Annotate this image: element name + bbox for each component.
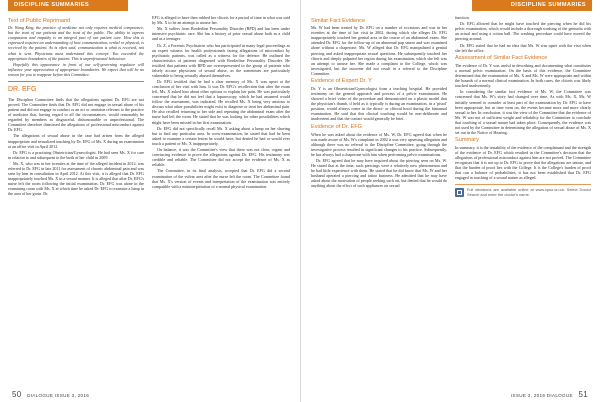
body-paragraph: The evidence of Dr. Y was useful in describing and documenting what constitutes a normal pelvic examination. On the basis of this evidence, the Committee determined that the examination of Ms. X and Ms. W were appropriate and within the bounds of a normal clinical examination. In both cases, the clitoris was likely touched inadvertently. (455, 62, 591, 89)
left-column-1 (8, 15, 144, 198)
right-column-1 (311, 15, 447, 190)
body-paragraph: Ms. X suffers from Borderline Personality Disorder (BPD) and has been under intensive psychiatric care. She has a history of prior sexual abuse both as a child and as a teenager. (152, 26, 290, 42)
left-footer-text: DIALOGUE ISSUE 3, 2016 (27, 393, 90, 398)
reprimand-paragraph-2: Hopefully this appearance in front of our self-governing regulator will influence your appreciation of appropriate boundaries. We expect that will be no reason for you to reappear before this Committee. (8, 61, 144, 77)
body-paragraph: On balance, it was the Committee's view that there was not clear, cogent and convincing evidence to prove the allegations against Dr. EFG. His testimony was credible and reliable. The Committee did not accept the evidence of Ms. X as reliable. (152, 147, 290, 168)
left-column-2-body (152, 15, 290, 189)
left-column-2 (152, 15, 290, 190)
body-paragraph: Dr. Z, a Forensic Psychiatrist who has participated in many legal proceedings as an expert witness for health professionals facing allegations of misconduct by psychiatric patients, was called as a witness for the defence. He outlined the characteristics of patients diagnosed with Borderline Personality Disorder. He testified that patients with BPD are overrepresented in the group of patients who falsely accuse physicians of sexual abuse, as the sometimes are particularly vulnerable to being sexually abused themselves. (152, 42, 290, 78)
body-paragraph: Ms. X, who was in her twenties at the time of the alleged incident in 2012, was referred to Dr. EFG in late 2011 for assessment of chronic abdominal pain and was seen by him in consultation in April 2012. At this visit, it is alleged that Dr. EFG inappropriately touched Ms. X in a sexual manner. It is alleged that after Dr. EFG's nurse left the room following the initial examination, Dr. EFG was alone in the examining room with Ms. X at which time he asked Dr. EFG to examine a lump in the area of her groin. Dr. (8, 161, 144, 197)
body-paragraph: Dr. EFG testified that he had a clear memory of Ms. X was upset at the conclusion of her visit with him. It was Dr. EFG's recollection that after the exam left, Ms. X asked him about other options to explain her pain. He was particularly concerned that he did not feel that a laparoscopy, which he had assumed would follow the assessment, was indicated. He recalled Ms. X being very anxious to discuss what other possibilities might exist to diagnose or treat her abdominal pain. He also recalled returning to her side and repeating the abdominal exam after the nurse had left the room. He stated that he was looking for other possibilities which might have been missed in her first examination. (152, 79, 290, 125)
body-paragraph: Dr. EFG did not specifically recall Ms. X asking about a lump on her shaving but to find any particular area. In cross-examination, he stated that had he been asked to examine a certain lesion he would have, but denied he had or would ever touch a patient or Ms. X inappropriately. (152, 125, 290, 146)
body-paragraph: Ms. W had been treated by Dr. EFG on a number of occasions and was in her twenties at the time of her visit in 2002, during which she alleges Dr. EFG inappropriately touched her genital area in the course of an abdominal exam. She attended Dr. EFG for the follow-up of an abnormal pap smear and was examined alone without a chaperone. Ms. W alleged that Dr. EFG manipulated a genital piercing and asked inappropriate sexual questions. He subsequently touched her clitoris and deeply palpated her region during his examination, which she felt was an attempt to arouse her. She made a complaint to the College, which was investigated, but the outcome did not result in a referral to the Discipline Committee. (311, 25, 447, 76)
right-column-2-body (455, 55, 591, 180)
body-paragraph: When he was asked about the evidence of Ms. W, Dr. EFG agreed that when he was made aware of Ms. W's complaint in 2002 it was very upsetting allegation and although there was no referral to the Discipline Committee, going through the investigative process resulted in significant changes to his practice. Subsequently, he has always had a chaperone with him when performing pelvic examinations. (311, 131, 447, 157)
body-paragraph: The Discipline Committee finds that the allegations against Dr. EFG are not proved. The Committee finds that Dr. EFG did not engage in sexual abuse of his patient and did not engage in conduct or an act or omission relevant to the practice of medicine that, having regard to all the circumstances, would reasonably be regarded by members as disgraceful, dishonourable or unprofessional. The Committee therefore dismissed the allegations of professional misconduct against Dr. EFG. (8, 96, 144, 133)
left-page-number: 50 (12, 390, 22, 399)
body-paragraph: EFG is alleged to have then rubbed her clitoris for a period of time in what was said by Ms. X to be an attempt to arouse her. (152, 15, 290, 26)
body-paragraph: In summary, it is the testability of the evidence of the complainant and the strength of the evidence of Dr. EFG which resulted in the Committee's decision that the allegations of professional misconduct against him are not proved. The Committee recognises that it is not up to Dr. EFG to prove that the allegations are untrue, and that the burden of proof lies with the College. It is the College's burden of proof that can a balance of probabilities, it has not been established that Dr. EFG engaged in touching of a sexual nature as alleged. (455, 145, 591, 181)
right-page-number: 51 (578, 390, 588, 399)
body-paragraph: Dr. EFG allowed that he might have touched the piercing when he did his pelvic examination, which would include a thorough washing of the genitalia with an actual and using a cotton ball. The washing procedure could have moved the piercing around. (455, 21, 591, 42)
right-column-1-body (311, 18, 447, 189)
doctor-section-heading: DR. EFG (8, 85, 37, 93)
body-paragraph: Dr. EFG is a practising Obstetrician/Gynecologist. He had seen Ms. X for care in relation to and subsequent to the birth of her child in 2009. (8, 149, 144, 160)
section-divider (8, 81, 144, 82)
text-of-reprimand-heading: Text of Public Reprimand (8, 17, 71, 24)
body-paragraph: Dr. Y is an Obstetrician/Gynecologist from a teaching hospital. He provided testimony on the general approach and process of a pelvic examination. He showed a brief video of the procedure and demonstrated on a plastic model that the physician's thumb, if held as it typically is during an examination, in a 'pistol' position, would always come in the direct- or clitoral hood during the bimanual examination. He said that this clinical touching would be non-deliberate and inadvertent and that the contact would generally be brief. (311, 86, 447, 122)
right-footer-text: ISSUE 3, 2016 DIALOGUE (510, 393, 573, 398)
left-column-1-body (8, 97, 144, 196)
right-footer (511, 390, 592, 399)
body-paragraph: The allegations of sexual abuse in the case had arisen from the alleged inappropriate and sexualized touching by Dr. EFG of Ms. X during an examination at an office visit in April 2012. (8, 133, 144, 149)
full-decisions-link[interactable]: Full decisions are available online at www.cpso.on.ca. Select Doctor Search and enter the doctor's name. (467, 187, 591, 198)
body-paragraph: function. (455, 15, 470, 20)
body-paragraph: In considering the similar fact evidence of Ms. W, the Committee was concerned that Ms. W's story had changed over time. As with Ms. X, Ms. W initially seemed to consider at least part of the examination by Dr. EFG to have been appropriate, but as time went on, the events became more and more clearly sexual to her. In conclusion, it was the view of the Committee that the evidence of Ms. W was not of sufficient weight and reliability for the Committee to conclude that touching of a sexual nature had taken place. Consequently, the evidence was not used by the Committee in determining the allegation of sexual abuse of Ms. X set out in the Notice of Hearing. (455, 89, 591, 135)
section-header-band: DISCIPLINE SUMMARIES (8, 0, 128, 11)
subsection-heading: Assessment of Similar Fact Evidence (455, 55, 548, 62)
reprimand-paragraph: Dr. Wang King, the practice of medicine not only requires medical competence, but the trust of our patients and the trust of the public. The ability to express compassion and empathy is an integral part of our patient care. How this is expressed requires an understanding of how communication, verbal or physical, is received by the patient. As is often said, communication is what is received, not what is sent. Physicians must understand this concept. You exceeded the appropriate boundaries of the patient. This is unprofessional behaviour. (8, 25, 144, 61)
body-paragraph: Dr. EFG agreed that he may have inquired about the piercing seen on Ms. W. He stated that at the time, such piercings were a relatively new phenomenon and he had little experience with them. He stated that he did know that Ms. W and her husband operated a piercing and tattoo business. He admitted that he may have asked about the motivation of people seeking such art, but denied that he would do anything about the effect of such appliances on sexual (311, 158, 447, 189)
subsection-heading: Evidence of Expert Dr. Y (311, 78, 372, 85)
right-page (300, 0, 600, 402)
body-paragraph: The Committee, in its final analysis, accepted that Dr. EFG did a second examination of the vulvar area after the nurse left the room. The Committee found that Ms. X's version of events and interpretation of the examination was entirely compatible with a misinterpretation of a normal physical examination. (152, 168, 290, 189)
link-icon (455, 188, 464, 197)
right-column-2 (455, 15, 591, 198)
subsection-heading: Summary (455, 137, 479, 144)
subsection-heading: Similar Fact Evidence (311, 17, 366, 24)
left-footer (8, 390, 89, 399)
section-header-band: DISCIPLINE SUMMARIES (472, 0, 592, 11)
body-paragraph: Dr. EFG stated that he had no idea that Ms. W was upset with the visit when she left the office. (455, 42, 591, 53)
right-column-2-intro (455, 15, 591, 53)
subsection-heading: Evidence of Dr. EFG (311, 123, 362, 130)
full-decisions-note (455, 184, 591, 198)
